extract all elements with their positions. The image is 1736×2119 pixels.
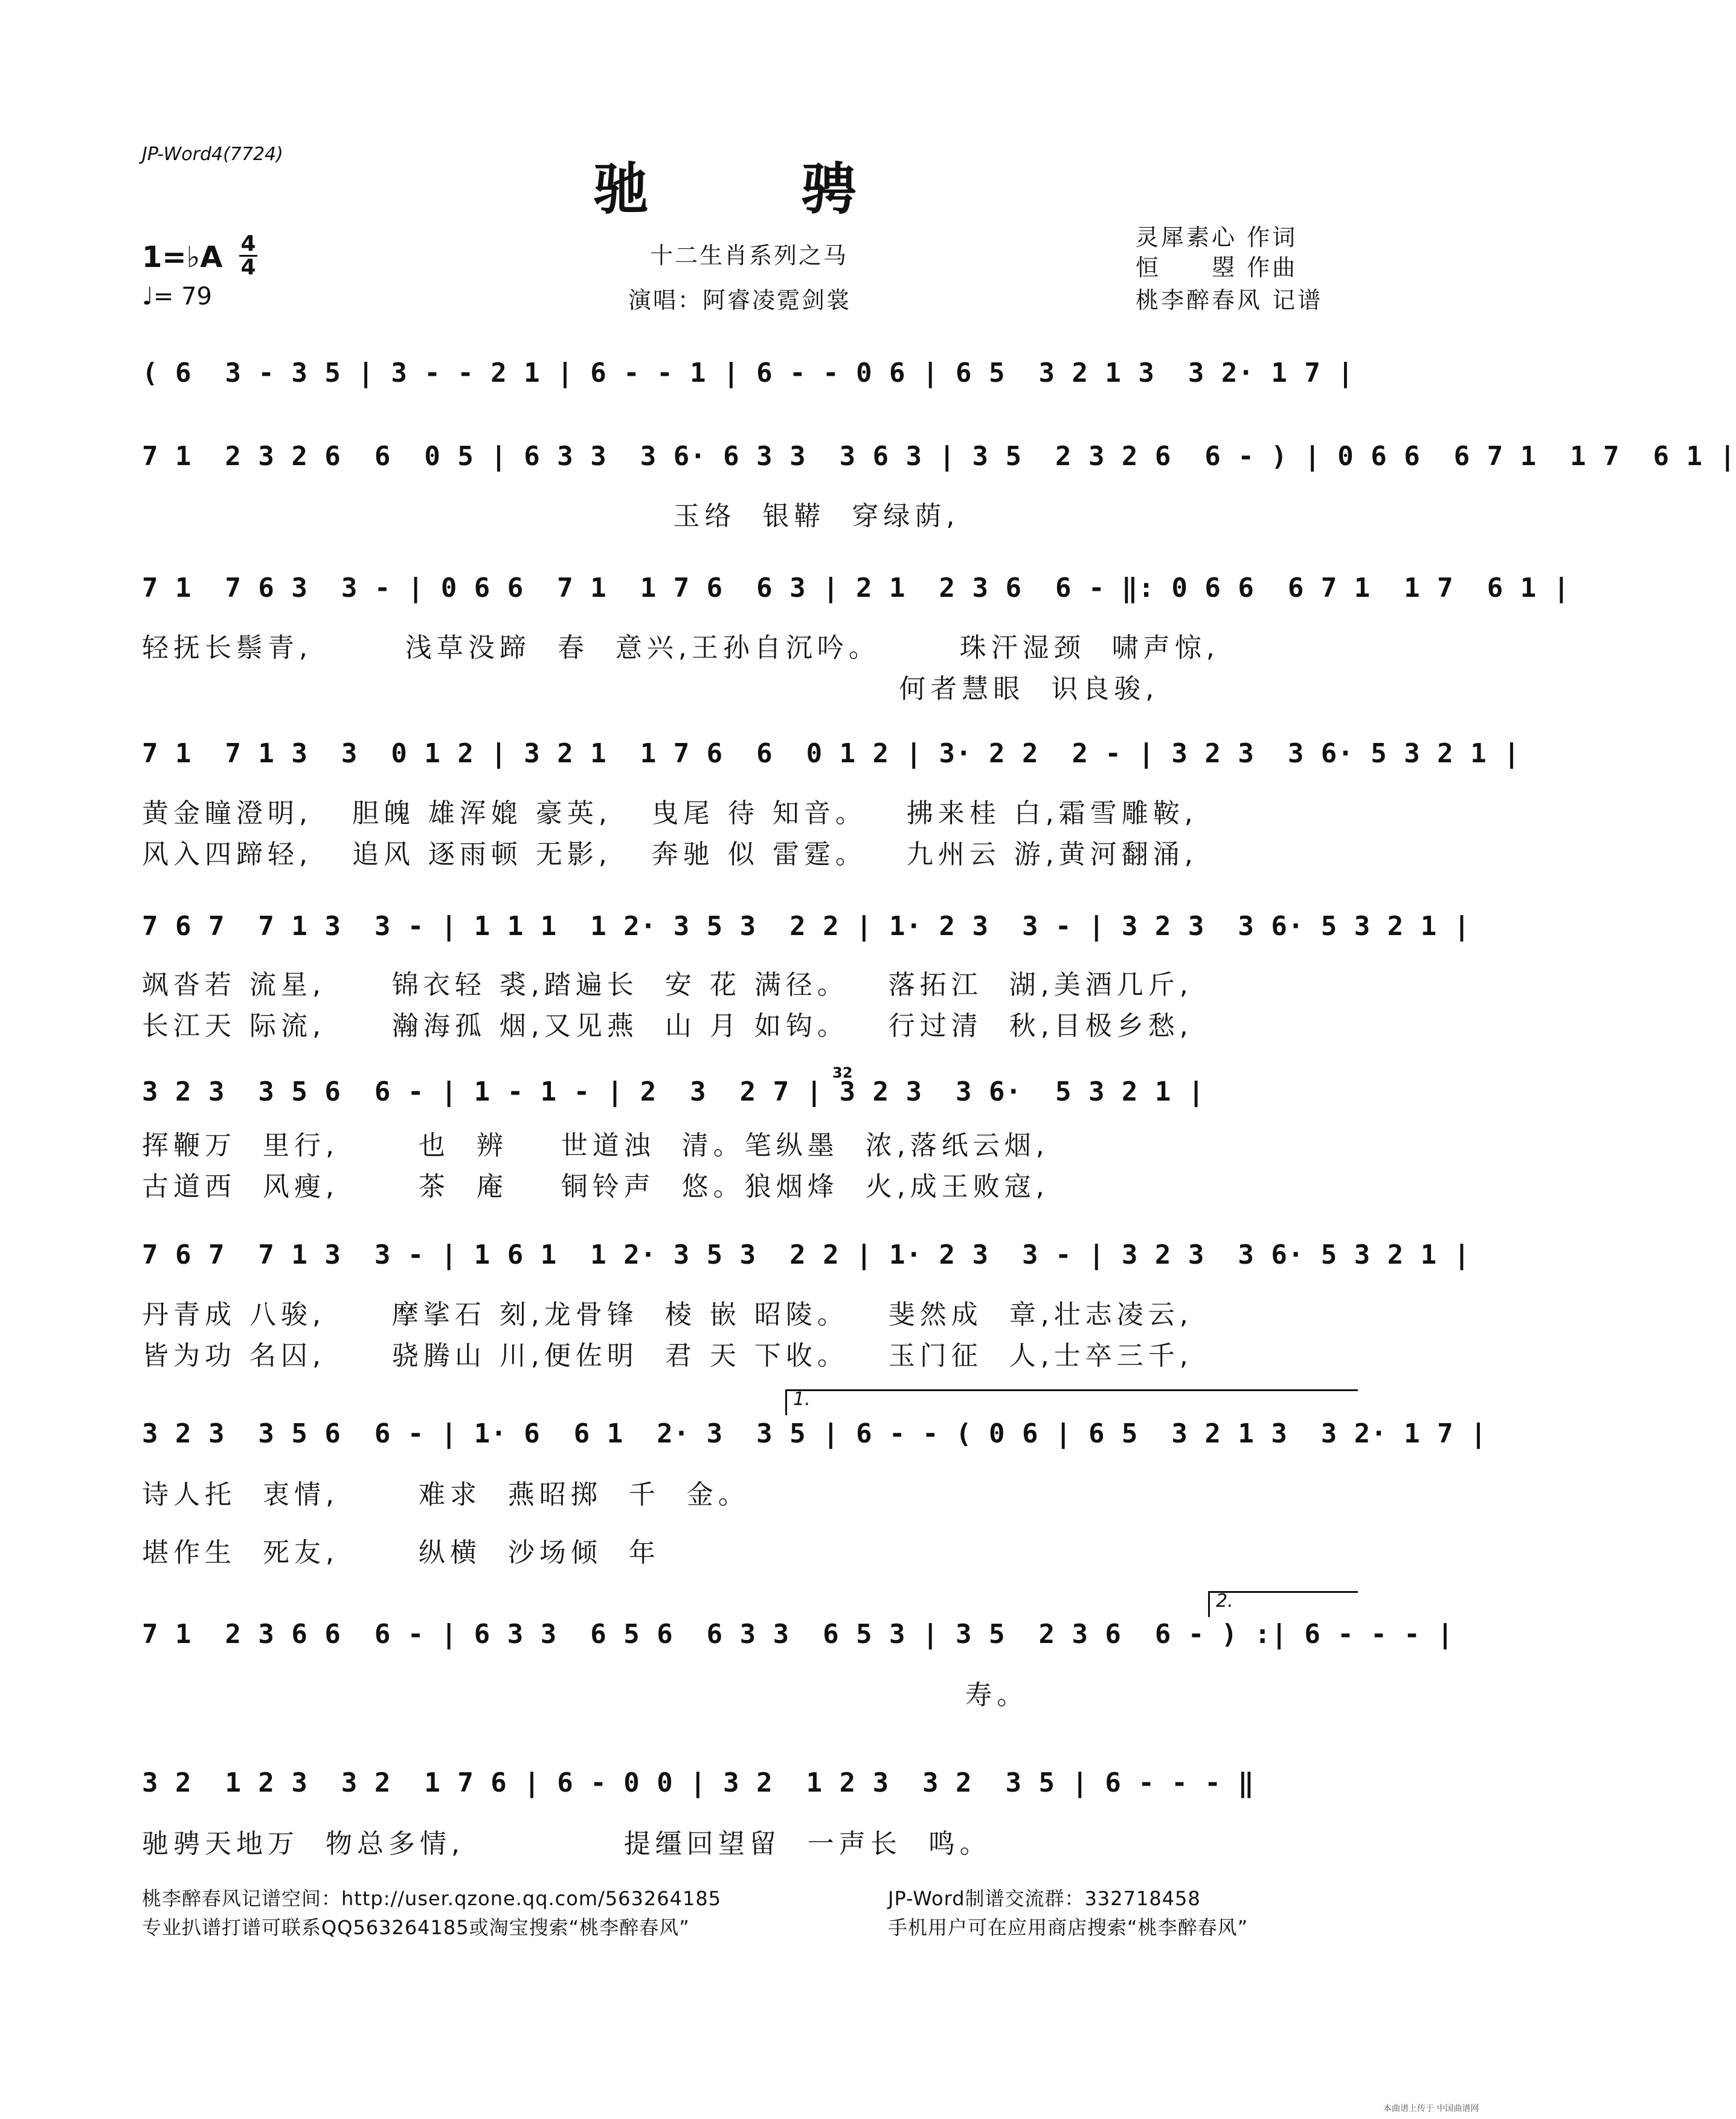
footer-group: JP-Word制谱交流群：332718458	[888, 1887, 1201, 1910]
lyric-row-10-verse-1: 驰骋天地万 物总多情, 提缰回望留 一声长 鸣。	[142, 1828, 991, 1859]
page-title: 驰 骋	[593, 156, 905, 222]
score-row-6: 3 2 3 3 5 6 6 - | 1 - 1 - | 2 3 2 7 | 3 2 3 3 6· 5 3 2 1 |	[142, 1076, 1205, 1107]
lyric-row-8-verse-1: 诗人托 衷情, 难求 燕昭掷 千 金。	[142, 1479, 750, 1510]
credit-lyricist: 灵犀素心 作词	[1136, 224, 1298, 251]
key-signature: 1=♭A	[142, 240, 223, 274]
singer: 演唱：阿睿凌霓剑裳	[628, 287, 852, 314]
time-signature-top: 4	[240, 231, 256, 256]
footer-app-search: 手机用户可在应用商店搜索“桃李醉春风”	[888, 1916, 1249, 1939]
score-row-5: 7 6 7 7 1 3 3 - | 1 1 1 1 2· 3 5 3 2 2 | 1· 2 3 3 - | 3 2 3 3 6· 5 3 2 1 |	[142, 911, 1471, 942]
score-row-1: ( 6 3 - 3 5 | 3 - - 2 1 | 6 - - 1 | 6 - - 0 6 | 6 5 3 2 1 3 3 2· 1 7 |	[142, 358, 1354, 388]
volta-2	[1208, 1591, 1358, 1617]
footer-transcriber-space: 桃李醉春风记谱空间：http://user.qzone.qq.com/563264185	[142, 1887, 722, 1910]
score-row-10: 3 2 1 2 3 3 2 1 7 6 | 6 - 0 0 | 3 2 1 2 3 3 2 3 5 | 6 - - - ‖	[142, 1767, 1255, 1798]
lyric-row-6-verse-2: 古道西 风瘦, 茶 庵 铜铃声 悠。狼烟烽 火,成王败寇,	[142, 1171, 1049, 1202]
score-row-2: 7 1 2 3 2 6 6 0 5 | 6 3 3 3 6· 6 3 3 3 6 3 | 3 5 2 3 2 6 6 - ) | 0 6 6 6 7 1 1 7 6 1 |	[142, 441, 1736, 472]
lyric-row-5-verse-2: 长江天 际流, 瀚海孤 烟,又见燕 山 月 如钩。 行过清 秋,目极乡愁,	[142, 1011, 1193, 1041]
credit-composer: 恒 曌 作曲	[1136, 254, 1298, 281]
lyric-row-4-verse-1: 黄金瞳澄明, 胆魄 雄浑媲 豪英, 曳尾 待 知音。 拂来桂 白,霜雪雕鞍,	[142, 798, 1198, 829]
time-signature-bottom: 4	[240, 255, 256, 280]
volta-1	[785, 1389, 1358, 1415]
time-signature	[239, 233, 257, 278]
score-row-8: 3 2 3 3 5 6 6 - | 1· 6 6 1 2· 3 3 5 | 6 - - ( 0 6 | 6 5 3 2 1 3 3 2· 1 7 |	[142, 1418, 1487, 1449]
lyric-row-2-verse-1: 玉络 银鞯 穿绿荫,	[142, 501, 960, 532]
footer-contact: 专业扒谱打谱可联系QQ563264185或淘宝搜索“桃李醉春风”	[142, 1916, 690, 1939]
watermark: 本曲谱上传于 中国曲谱网	[1383, 2104, 1479, 2114]
score-row-9: 7 1 2 3 6 6 6 - | 6 3 3 6 5 6 6 3 3 6 5 3 | 3 5 2 3 6 6 - ) :| 6 - - - |	[142, 1619, 1454, 1650]
lyric-row-3-verse-1: 轻抚长鬃青, 浅草没蹄 春 意兴,王孙自沉吟。 珠汗湿颈 啸声惊,	[142, 632, 1220, 663]
lyric-row-7-verse-2: 皆为功 名囚, 骁腾山 川,便佐明 君 天 下收。 玉门征 人,士卒三千,	[142, 1340, 1193, 1371]
grace-note: 32	[832, 1064, 853, 1081]
score-row-3: 7 1 7 6 3 3 - | 0 6 6 7 1 1 7 6 6 3 | 2 1 2 3 6 6 - ‖: 0 6 6 6 7 1 1 7 6 1 |	[142, 573, 1570, 603]
lyric-row-4-verse-2: 风入四蹄轻, 追风 逐雨顿 无影, 奔驰 似 雷霆。 九州云 游,黄河翻涌,	[142, 839, 1198, 870]
volta-2-label: 2.	[1216, 1590, 1233, 1612]
volta-1-label: 1.	[793, 1389, 811, 1410]
tempo-marking: ♩= 79	[142, 283, 212, 310]
lyric-row-8-verse-2: 堪作生 死友, 纵横 沙场倾 年	[142, 1537, 660, 1568]
lyric-row-7-verse-1: 丹青成 八骏, 摩挲石 刻,龙骨锋 棱 嵌 昭陵。 斐然成 章,壮志凌云,	[142, 1299, 1193, 1330]
score-row-7: 7 6 7 7 1 3 3 - | 1 6 1 1 2· 3 5 3 2 2 | 1· 2 3 3 - | 3 2 3 3 6· 5 3 2 1 |	[142, 1240, 1471, 1270]
credit-transcriber: 桃李醉春风 记谱	[1136, 287, 1323, 314]
software-version: JP-Word4(7724)	[142, 144, 283, 165]
subtitle: 十二生肖系列之马	[649, 242, 848, 269]
lyric-row-9-verse-1: 寿。	[142, 1680, 1029, 1711]
lyric-row-5-verse-1: 飒沓若 流星, 锦衣轻 裘,踏遍长 安 花 满径。 落拓江 湖,美酒几斤,	[142, 969, 1193, 1000]
lyric-row-3-verse-2: 何者慧眼 识良骏,	[142, 674, 1159, 704]
lyric-row-6-verse-1: 挥鞭万 里行, 也 辨 世道浊 清。笔纵墨 浓,落纸云烟,	[142, 1130, 1049, 1161]
score-row-4: 7 1 7 1 3 3 0 1 2 | 3 2 1 1 7 6 6 0 1 2 | 3· 2 2 2 - | 3 2 3 3 6· 5 3 2 1 |	[142, 738, 1520, 769]
